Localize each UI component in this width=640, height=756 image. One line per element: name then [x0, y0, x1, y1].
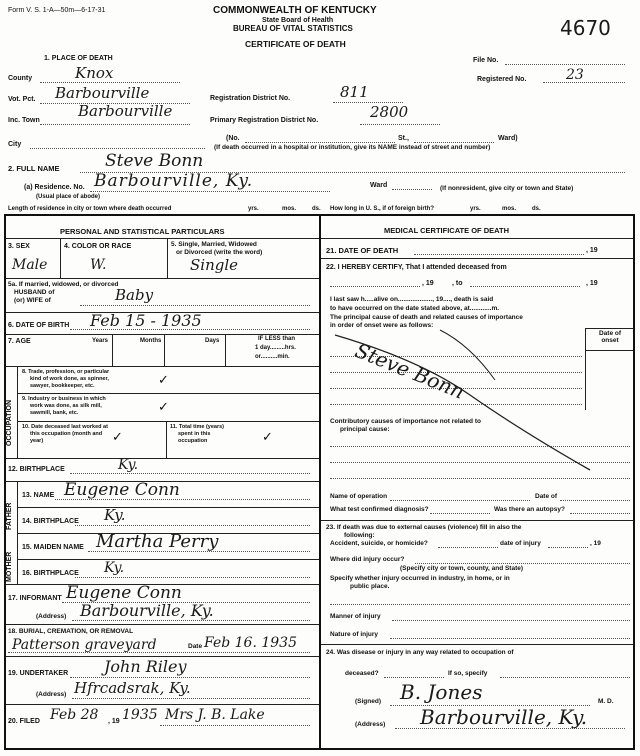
birthplace-label: 12. BIRTHPLACE	[8, 466, 65, 473]
less-than-label-2: 1 day.........hrs.	[255, 345, 296, 351]
age-days-label: Days	[205, 338, 220, 344]
full-name-value: Steve Bonn	[105, 151, 204, 171]
dob-label: 6. DATE OF BIRTH	[8, 322, 70, 329]
registrar-signature: Mrs J. B. Lake	[165, 707, 265, 723]
certificate-title: CERTIFICATE OF DEATH	[245, 39, 346, 49]
usual-place-note: (Usual place of abode)	[36, 194, 101, 200]
length-yrs: yrs.	[248, 206, 259, 212]
residence-value: Barbourville, Ky.	[94, 171, 254, 191]
father-side-label: FATHER	[6, 502, 13, 530]
medical-section-title: MEDICAL CERTIFICATE OF DEATH	[384, 226, 509, 235]
signed-label: (Signed)	[355, 698, 381, 705]
age-label: 7. AGE	[8, 338, 31, 345]
age-years-label: Years	[92, 338, 109, 344]
undertaker-label: 19. UNDERTAKER	[8, 670, 69, 677]
informant-address-value: Barbourville, Ky.	[80, 601, 214, 620]
file-no-label: File No.	[473, 57, 499, 64]
last-saw-label: I last saw h.....alive on..................., 19...., death is said	[330, 296, 494, 303]
external-label-2: following:	[344, 532, 375, 539]
district-label: Registration District No.	[210, 95, 291, 102]
autopsy-label: Was there an autopsy?	[494, 506, 565, 513]
contrib-label-2: principal cause:	[340, 426, 390, 433]
undertaker-address-label: (Address)	[36, 691, 67, 698]
us-ds: ds.	[532, 206, 541, 212]
deceased-label: deceased?	[345, 670, 379, 677]
length-residence-label: Length of residence in city or town where death occurred	[8, 206, 172, 212]
us-mos: mos.	[502, 206, 517, 212]
personal-section-title: PERSONAL AND STATISTICAL PARTICULARS	[60, 227, 225, 236]
cause-label-2: in order of onset were as follows:	[330, 322, 434, 329]
last-worked-label-1: 10. Date deceased last worked at	[22, 424, 108, 430]
father-birthplace-label: 14. BIRTHPLACE	[22, 518, 79, 525]
bureau-title: BUREAU OF VITAL STATISTICS	[233, 24, 353, 33]
father-name-value: Eugene Conn	[64, 480, 180, 500]
informant-value: Eugene Conn	[66, 583, 182, 603]
nonresident-note: (If nonresident, give city or town and State)	[440, 185, 574, 192]
mother-birthplace-label: 16. BIRTHPLACE	[22, 570, 79, 577]
filed-year-value: 1935	[122, 707, 158, 723]
primary-district-value: 2800	[370, 103, 409, 121]
hospital-note: (If death occurred in a hospital or institution, give its NAME instead of street and number)	[214, 144, 491, 151]
vot-pct-label: Vot. Pct.	[8, 96, 36, 103]
place-of-death-label: 1. PLACE OF DEATH	[44, 55, 113, 62]
confirmed-label: What test confirmed diagnosis?	[330, 506, 429, 513]
city-label: City	[8, 141, 22, 148]
industry-label-2: work was done, as silk mill,	[30, 403, 102, 409]
undertaker-value: John Riley	[104, 657, 187, 676]
cause-strike-stroke	[335, 335, 590, 470]
sex-label: 3. SEX	[8, 243, 30, 250]
contrib-label-1: Contributory causes of importance not related to	[330, 418, 481, 425]
filed-label: 20. FILED	[8, 718, 40, 725]
dob-value: Feb 15 - 1935	[90, 311, 202, 330]
total-time-label-2: spent in this	[178, 431, 211, 437]
county-value: Knox	[75, 64, 114, 82]
birthplace-value: Ky.	[118, 457, 139, 473]
external-label-3: Accident, suicide, or homicide?	[330, 540, 428, 547]
maiden-name-value: Martha Perry	[96, 531, 219, 552]
spouse-label-3: (or) WIFE of	[14, 297, 51, 304]
filed-year-prefix: , 19	[108, 718, 120, 725]
specify-label: (Specify city or town, county, and State)	[400, 565, 524, 572]
length-ds: ds.	[312, 206, 321, 212]
residence-label: (a) Residence. No.	[24, 184, 85, 191]
marital-value: Single	[190, 256, 239, 274]
father-birthplace-value: Ky.	[104, 506, 126, 524]
industry-injury-label-2: public place.	[350, 583, 390, 590]
spouse-label-2: HUSBAND of	[14, 289, 55, 296]
burial-date-value: Feb 16. 1935	[204, 635, 297, 651]
trade-check: ✓	[158, 373, 169, 388]
total-time-check: ✓	[262, 430, 273, 445]
mother-side-label: MOTHER	[6, 551, 13, 582]
last-worked-check: ✓	[112, 430, 123, 445]
md-label: M. D.	[598, 698, 614, 705]
registered-no-label: Registered No.	[477, 76, 527, 83]
full-name-label: 2. FULL NAME	[8, 164, 60, 173]
inc-town-value: Barbourville	[78, 102, 173, 120]
district-value: 811	[340, 83, 369, 101]
marital-label-2: or Divorced (write the word)	[176, 249, 263, 256]
industry-label-3: sawmill, bank, etc.	[30, 410, 79, 416]
less-than-label-3: or..........min.	[255, 354, 290, 360]
injury-date-label: date of injury	[500, 540, 541, 547]
less-than-label-1: IF LESS than	[258, 336, 296, 342]
marital-label-1: 5. Single, Married, Widowed	[171, 241, 257, 248]
occupation-side-label: OCCUPATION	[6, 399, 13, 446]
father-name-label: 13. NAME	[22, 492, 55, 499]
mother-birthplace-value: Ky.	[104, 560, 125, 576]
last-worked-label-2: this occupation (month and	[30, 431, 103, 437]
color-value: W.	[90, 257, 107, 273]
trade-label-3: sawyer, bookkeeper, etc.	[30, 383, 95, 389]
certify-to-label: , to	[452, 280, 463, 287]
industry-injury-label-1: Specify whether injury occurred in industry, in home, or in	[330, 575, 510, 582]
cause-written-value: Steve Bonn	[351, 338, 468, 404]
industry-label-1: 9. Industry or business in which	[22, 396, 106, 402]
total-time-label-1: 11. Total time (years)	[170, 424, 225, 430]
vot-pct-value: Barbourville	[55, 84, 150, 102]
trade-label-1: 8. Trade, profession, or particular	[22, 369, 110, 375]
date-of-death-label: 21. DATE OF DEATH	[326, 246, 399, 255]
trade-label-2: kind of work done, as spinner,	[30, 376, 109, 382]
street-label: St.,	[398, 135, 409, 142]
certificate-number: 4670	[560, 16, 611, 40]
informant-address-label: (Address)	[36, 613, 67, 620]
how-long-us-label: How long in U. S., if of foreign birth?	[330, 206, 434, 212]
street-no-label: (No.	[226, 135, 240, 142]
total-time-label-3: occupation	[178, 438, 208, 444]
us-yrs: yrs.	[470, 206, 481, 212]
date-of-onset-label: Date of onset	[598, 330, 622, 344]
cause-label-1: The principal cause of death and related causes of importance	[330, 314, 523, 321]
certify-from-year: , 19	[422, 280, 434, 287]
informant-label: 17. INFORMANT	[8, 595, 62, 602]
last-worked-label-3: year)	[30, 438, 44, 444]
burial-label: 18. BURIAL, CREMATION, OR REMOVAL	[8, 628, 134, 635]
county-label: County	[8, 75, 33, 82]
state-title: COMMONWEALTH OF KENTUCKY	[213, 5, 377, 16]
board-title: State Board of Health	[262, 17, 334, 24]
where-label: Where did injury occur?	[330, 556, 405, 563]
ward-label: Ward)	[498, 135, 518, 142]
length-mos: mos.	[282, 206, 297, 212]
operation-label: Name of operation	[330, 493, 388, 500]
burial-date-label: Date	[188, 643, 203, 650]
external-label-1: 23. If death was due to external causes (violence) fill in also the	[326, 524, 522, 531]
spouse-value: Baby	[115, 286, 154, 304]
occurred-label: to have occurred on the date stated above, at............m.	[330, 305, 500, 312]
inc-town-label: Inc. Town	[8, 117, 40, 124]
spouse-label-1: 5a. If married, widowed, or divorced	[8, 281, 119, 288]
operation-date-label: Date of	[535, 493, 558, 500]
burial-place-value: Patterson graveyard	[12, 637, 157, 653]
if-so-label: If so, specify	[448, 670, 488, 677]
registered-no-value: 23	[566, 67, 584, 83]
age-months-label: Months	[140, 338, 162, 344]
color-label: 4. COLOR OR RACE	[64, 243, 132, 250]
certify-label: 22. I HEREBY CERTIFY, That I attended deceased from	[326, 264, 507, 271]
injury-year: , 19	[590, 540, 601, 547]
physician-address-value: Barbourville, Ky.	[420, 705, 588, 729]
manner-label: Manner of injury	[330, 613, 381, 620]
form-id: Form V. S. 1-A—50m—6-17-31	[8, 7, 106, 14]
maiden-name-label: 15. MAIDEN NAME	[22, 544, 84, 551]
physician-address-label: (Address)	[355, 721, 386, 728]
disease-label: 24. Was disease or injury in any way related to occupation of	[326, 649, 514, 656]
certify-to-year: , 19	[586, 280, 598, 287]
industry-check: ✓	[158, 400, 169, 415]
residence-ward-label: Ward	[370, 182, 388, 189]
sex-value: Male	[12, 257, 48, 273]
cause-check-stroke	[440, 330, 495, 380]
undertaker-address-value: Hfrcadsrak, Ky.	[74, 679, 191, 697]
filed-date-value: Feb 28	[50, 707, 99, 723]
primary-district-label: Primary Registration District No.	[210, 117, 319, 124]
physician-signature: B. Jones	[400, 680, 483, 704]
date-of-death-year: , 19	[586, 247, 598, 254]
nature-label: Nature of injury	[330, 631, 379, 638]
